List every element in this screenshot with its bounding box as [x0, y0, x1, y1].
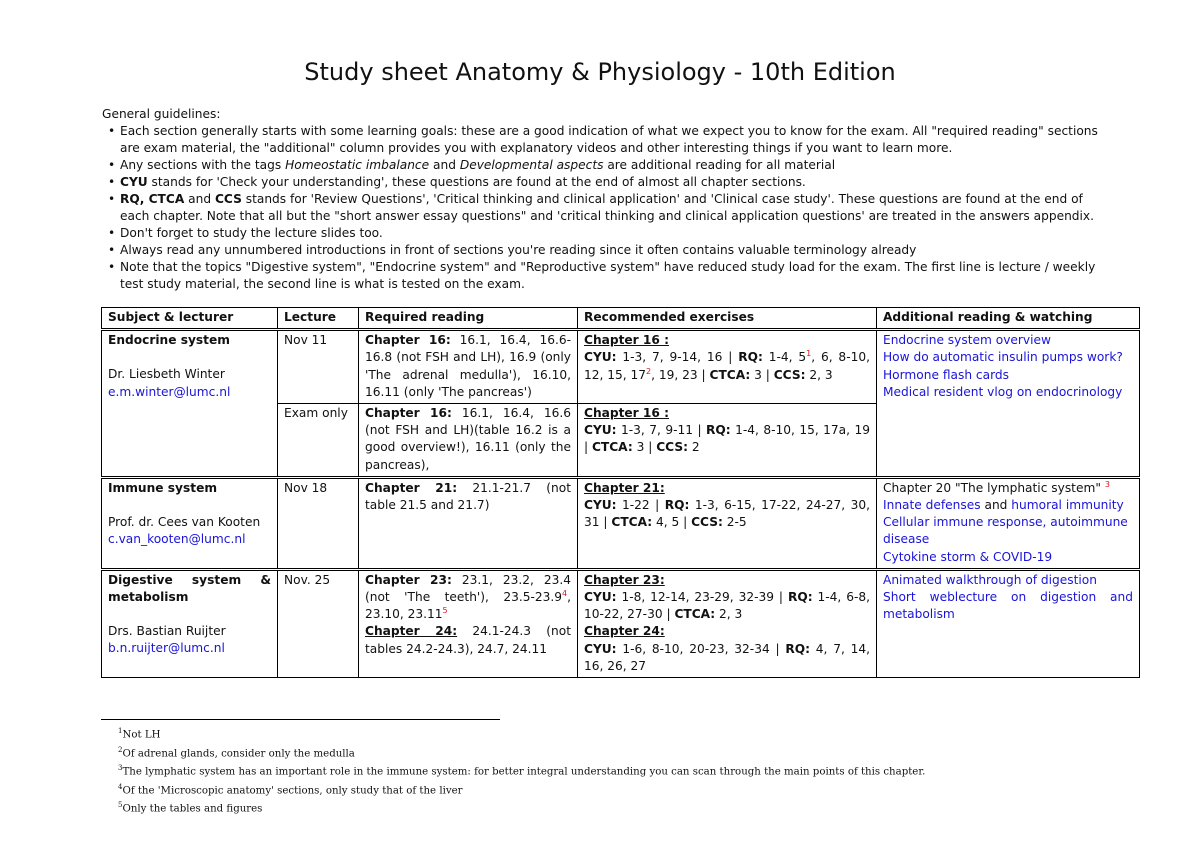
lecturer-name: Dr. Liesbeth Winter [108, 367, 225, 382]
lymphatic-chapter-note: Chapter 20 "The lymphatic system" [883, 480, 1105, 495]
link-cytokine-storm[interactable]: Cytokine storm & COVID-19 [883, 549, 1053, 564]
recommended-exercises: Chapter 16 : CYU: 1-3, 7, 9-11 | RQ: 1-4, 8-10, 15, 17a, 19 | CTCA: 3 | CCS: 2 [578, 404, 877, 478]
footnote: $^4$Of the 'Microscopic anatomy' sections, only study that of the liver [118, 782, 463, 797]
table-row-digestive [102, 569, 1140, 677]
required-reading: Chapter 23: 23.1, 23.2, 23.4 (not 'The teeth'), 23.5-23.9$^4$, 23.10, 23.11$^5$ Chapter 24: 24.1-24.3 (not tables 24.2-24.3), 24.7, 24.11 [359, 569, 578, 677]
table-header-row [102, 308, 1140, 330]
lecture-date: Nov. 25 [278, 569, 359, 677]
footnote-ref: 2 [646, 366, 652, 376]
table-row-endocrine [102, 330, 1140, 404]
footnote-ref: 3 [1104, 479, 1110, 489]
subject-cell [102, 569, 278, 677]
header-subject: Subject & lecturer [102, 308, 278, 330]
link-insulin-pumps[interactable]: How do automatic insulin pumps work? [883, 350, 1123, 365]
subject-cell [102, 477, 278, 569]
guideline-item: • Each section generally starts with some learning goals: these are a good indication of what we expect you to know for the exam. All "required reading" sections are exam material, the "additional" column provides you with explanatory videos and other interesting things if you want to learn more. [118, 123, 1102, 157]
additional-reading [877, 569, 1140, 677]
study-table [101, 307, 1140, 678]
footnote-ref: 1 [806, 349, 812, 359]
link-cellular-immune-response[interactable]: Cellular immune response, autoimmune disease [883, 515, 1128, 547]
link-endocrine-overview[interactable]: Endocrine system overview [883, 333, 1051, 348]
page-title: Study sheet Anatomy & Physiology - 10th Edition [304, 58, 896, 86]
additional-reading [877, 330, 1140, 478]
lecturer-email-link[interactable]: b.n.ruijter@lumc.nl [108, 641, 225, 656]
required-reading: Chapter 16: 16.1, 16.4, 16.6-16.8 (not FSH and LH), 16.9 (only 'The adrenal medulla'), 16.10, 16.11 (only 'The pancreas') [359, 330, 578, 404]
header-lecture: Lecture [278, 308, 359, 330]
subject-name: Endocrine system [108, 333, 230, 348]
subject-name: Immune system [108, 480, 218, 495]
guideline-item: • RQ, CTCA and CCS stands for 'Review Questions', 'Critical thinking and clinical application' and 'Clinical case study'. These questions are found at the end of each chapter. Note that all but the "short answer essay questions" and 'critical thinking and clinical application questions' are treated in the answers appendix. [118, 191, 1102, 225]
guideline-item: • CYU stands for 'Check your understanding', these questions are found at the end of almost all chapter sections. [118, 174, 1102, 191]
lecturer-email-link[interactable]: c.van_kooten@lumc.nl [108, 532, 246, 547]
subject-cell [102, 330, 278, 478]
lecturer-name: Prof. dr. Cees van Kooten [108, 515, 261, 530]
subject-name: Digestive system & metabolism [108, 572, 271, 605]
link-humoral-immunity[interactable]: humoral immunity [1011, 498, 1124, 513]
link-animated-digestion[interactable]: Animated walkthrough of digestion [883, 572, 1097, 587]
lecture-date: Nov 18 [278, 477, 359, 569]
footnotes [118, 724, 925, 817]
footnote-ref: 5 [442, 606, 448, 616]
general-guidelines [102, 106, 1102, 293]
guideline-item: • Don't forget to study the lecture slides too. [118, 225, 1102, 242]
required-reading: Chapter 16: 16.1, 16.4, 16.6 (not FSH and LH)(table 16.2 is a good overview!), 16.11 (only the pancreas), [359, 404, 578, 478]
recommended-exercises: Chapter 23: CYU: 1-8, 12-14, 23-29, 32-39 | RQ: 1-4, 6-8, 10-22, 27-30 | CTCA: 2, 3 Chapter 24: CYU: 1-6, 8-10, 20-23, 32-34 | RQ: 4, 7, 14, 16, 26, 27 [578, 569, 877, 677]
header-required: Required reading [359, 308, 578, 330]
guideline-item: • Note that the topics "Digestive system", "Endocrine system" and "Reproductive system" have reduced study load for the exam. The first line is lecture / weekly test study material, the second line is what is tested on the exam. [118, 259, 1102, 293]
link-weblecture-digestion[interactable]: Short weblecture on digestion and metabolism [883, 590, 1133, 622]
guideline-item: • Always read any unnumbered introductions in front of sections you're reading since it often contains valuable terminology already [118, 242, 1102, 259]
footnote: $^5$Only the tables and figures [118, 801, 263, 815]
lecture-date: Nov 11 [278, 330, 359, 404]
guidelines-heading: General guidelines: [102, 107, 221, 121]
additional-reading: Chapter 20 "The lymphatic system" $^3$ Innate defenses and humoral immunity Cellular immune response, autoimmune disease Cytokine storm & COVID-19 [877, 477, 1140, 569]
lecturer-email-link[interactable]: e.m.winter@lumc.nl [108, 384, 231, 399]
footnote: $^3$The lymphatic system has an important role in the immune system: for better integral understanding you can scan through the main points of this chapter. [118, 764, 926, 778]
lecture-date: Exam only [278, 404, 359, 478]
header-exercises: Recommended exercises [578, 308, 877, 330]
footnote-ref: 4 [562, 588, 568, 598]
required-reading: Chapter 21: 21.1-21.7 (not table 21.5 and 21.7) [359, 477, 578, 569]
guideline-item: • Any sections with the tags Homeostatic imbalance and Developmental aspects are additional reading for all material [118, 157, 1102, 174]
recommended-exercises: Chapter 16 : CYU: 1-3, 7, 9-14, 16 | RQ: 1-4, $5^1$, 6, 8-10, 12, 15, $17^2$, 19, 23 | CTCA: 3 | CCS: 2, 3 [578, 330, 877, 404]
table-row-immune [102, 477, 1140, 569]
link-hormone-flash-cards[interactable]: Hormone flash cards [883, 367, 1009, 382]
link-resident-vlog[interactable]: Medical resident vlog on endocrinology [883, 384, 1123, 399]
lecturer-name: Drs. Bastian Ruijter [108, 624, 226, 639]
link-innate-defenses[interactable]: Innate defenses [883, 498, 981, 513]
recommended-exercises: Chapter 21: CYU: 1-22 | RQ: 1-3, 6-15, 17-22, 24-27, 30, 31 | CTCA: 4, 5 | CCS: 2-5 [578, 477, 877, 569]
guidelines-list [102, 123, 1102, 293]
footnote-divider [101, 719, 500, 720]
footnote: $^2$Of adrenal glands, consider only the medulla [118, 745, 355, 759]
header-additional: Additional reading & watching [877, 308, 1140, 330]
footnote: $^1$Not LH [118, 727, 161, 741]
